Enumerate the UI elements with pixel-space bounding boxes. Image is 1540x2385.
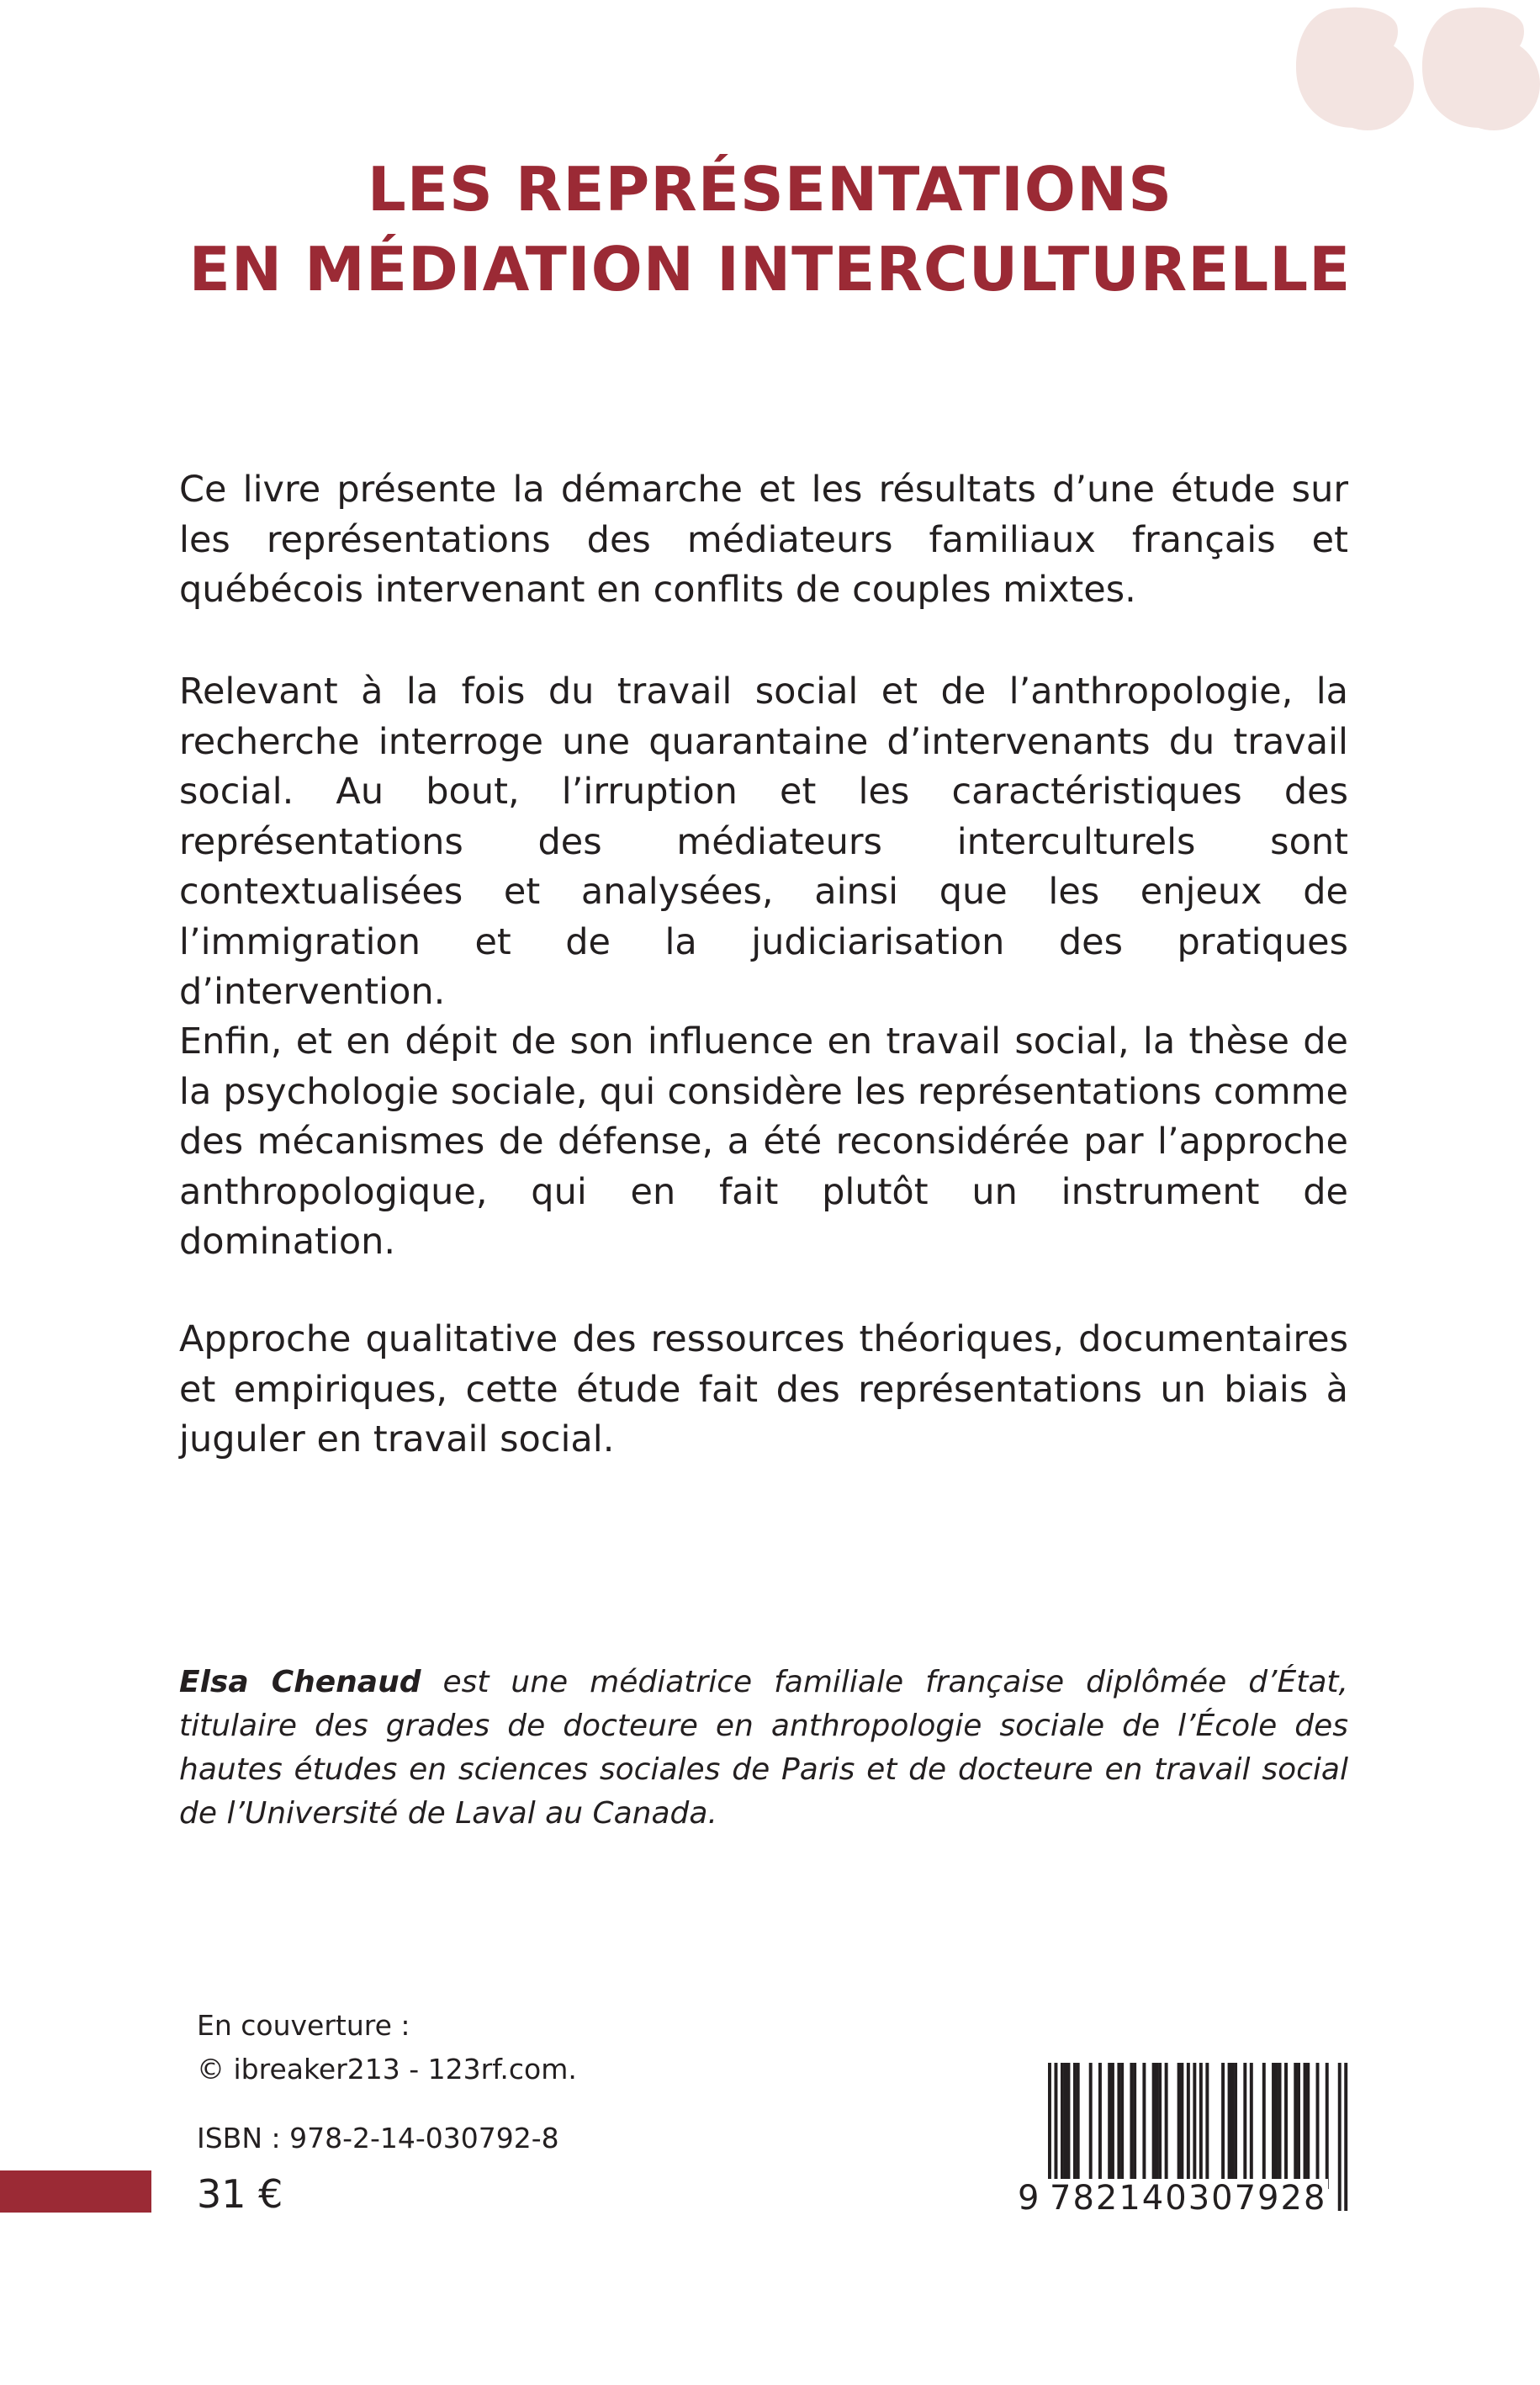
summary-paragraph-3-text: Enfin, et en dépit de son influence en travail social, la thèse de la psychologie sociale, qui considère les représentations comme des mécanismes de défense, a été reconsidérée par l’approche anthropologique, qui en fait plutôt un instrument de domination. xyxy=(179,1020,1348,1263)
barcode-bar xyxy=(1108,2063,1111,2189)
barcode-bar xyxy=(1304,2063,1307,2189)
barcode-bar xyxy=(1111,2063,1114,2189)
barcode-bar xyxy=(1117,2063,1120,2189)
barcode-bar xyxy=(1243,2063,1246,2189)
barcode-bar xyxy=(1180,2063,1183,2189)
barcode-bar xyxy=(1142,2063,1146,2189)
barcode-bar xyxy=(1221,2063,1225,2189)
barcode-bar xyxy=(1089,2063,1093,2189)
barcode-bar xyxy=(1077,2063,1080,2189)
accent-bar xyxy=(0,2170,151,2213)
summary-paragraph-4-text: Approche qualitative des ressources théoriques, documentaires et empiriques, cette étude fait des représentations un biais à juguler en travail social. xyxy=(179,1318,1348,1460)
cover-credits-source: © ibreaker213 - 123rf.com. xyxy=(197,2053,577,2086)
barcode-bar xyxy=(1155,2063,1158,2189)
barcode-bar xyxy=(1098,2063,1102,2189)
barcode-bar xyxy=(1205,2063,1209,2189)
barcode-bar xyxy=(1230,2063,1234,2189)
barcode-bar xyxy=(1130,2063,1133,2189)
barcode-bar xyxy=(1061,2063,1064,2189)
barcode-bar xyxy=(1066,2063,1070,2189)
barcode-bar xyxy=(1284,2063,1288,2189)
author-name: Elsa Chenaud xyxy=(179,1665,421,1699)
barcode-bar xyxy=(1297,2063,1300,2189)
summary-paragraph-2 xyxy=(179,667,1348,1018)
isbn: ISBN : 978-2-14-030792-8 xyxy=(197,2122,559,2154)
barcode-bar xyxy=(1326,2063,1329,2189)
barcode-bar xyxy=(1073,2063,1077,2189)
barcode-number xyxy=(1018,2177,1354,2219)
barcode-bar xyxy=(1064,2063,1067,2189)
summary-paragraph-4 xyxy=(179,1315,1348,1465)
barcode-bar xyxy=(1316,2063,1320,2189)
barcode-bar xyxy=(1262,2063,1266,2189)
summary-paragraph-2-text: Relevant à la fois du travail social et de l’anthropologie, la recherche interroge une quarantaine d’intervenants du travail social. Au bout, l’irruption et les caractéristiques des représentations des médiateurs interculturels sont contextualisées et analysées, ainsi que les enjeux de l’immigration et de la judiciarisation des pratiques d’intervention. xyxy=(179,670,1348,1013)
barcode-bar xyxy=(1228,2063,1231,2189)
barcode-bar xyxy=(1165,2063,1168,2189)
price: 31 € xyxy=(197,2171,283,2217)
author-bio xyxy=(179,1661,1348,1836)
barcode-bar xyxy=(1187,2063,1190,2189)
book-title-line-2: EN MÉDIATION INTERCULTURELLE xyxy=(188,234,1352,305)
barcode-bar xyxy=(1177,2063,1181,2189)
barcode-first-digit: 9 xyxy=(1018,2179,1041,2218)
barcode-bar xyxy=(1120,2063,1124,2189)
barcode-bar xyxy=(1158,2063,1162,2189)
barcode-bar xyxy=(1133,2063,1136,2189)
barcode-bar xyxy=(1294,2063,1297,2189)
barcode-bar xyxy=(1152,2063,1156,2189)
cover-credits-label: En couverture : xyxy=(197,2009,410,2042)
barcode-bar xyxy=(1275,2063,1278,2189)
barcode-bar xyxy=(1306,2063,1310,2189)
summary-paragraph-1 xyxy=(179,465,1348,616)
summary-paragraph-1-text: Ce livre présente la démarche et les résultats d’une étude sur les représentations des médiateurs familiaux français et québécois intervenant en conflits de couples mixtes. xyxy=(179,469,1348,611)
cover-credits xyxy=(197,2004,577,2091)
book-title-line-1: LES REPRÉSENTATIONS xyxy=(367,154,1173,225)
summary-paragraph-3 xyxy=(179,1017,1348,1268)
barcode-digits: 782140307928 xyxy=(1050,2179,1327,2218)
barcode-bar xyxy=(1278,2063,1282,2189)
barcode-bar xyxy=(1234,2063,1237,2189)
book-title xyxy=(0,150,1540,310)
author-bio-text: est une médiatrice familiale française diplômée d’État, titulaire des grades de docteure en anthropologie sociale de l’École des hautes études en sciences sociales de Paris et de docteure en travail social de l’Université de Laval au Canada. xyxy=(179,1665,1348,1831)
barcode-bar xyxy=(1272,2063,1275,2189)
barcode-bar xyxy=(1250,2063,1253,2189)
